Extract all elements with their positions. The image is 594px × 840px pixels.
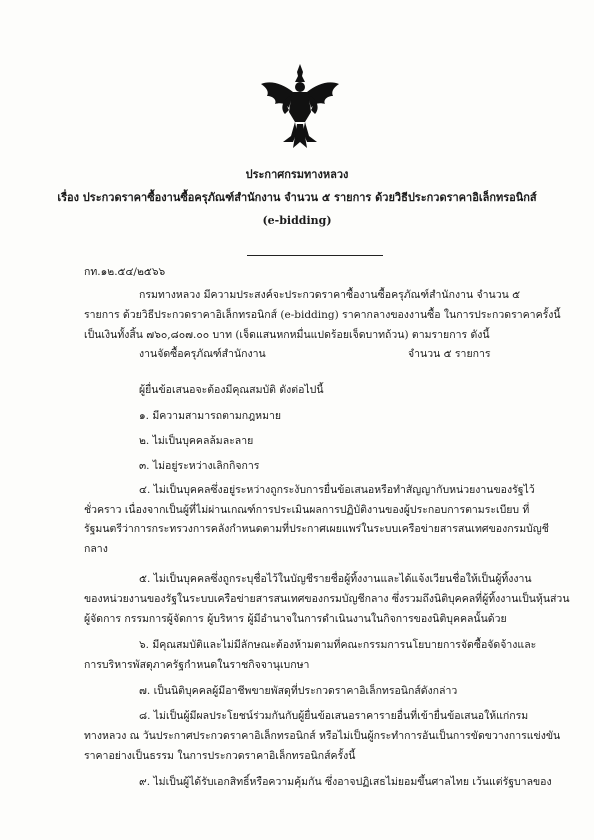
qualification-item: ๒. ไม่เป็นบุคคลล้มละลาย — [139, 435, 254, 447]
item-name: งานจัดซื้อครุภัณฑ์สำนักงาน — [139, 348, 266, 360]
qualification-line: ทางหลวง ณ วันประกาศประกวดราคาอิเล็กทรอนิกส์ หรือไม่เป็นผู้กระทำการอันเป็นการขัดขวางการแข่งขัน — [84, 730, 561, 742]
qualification-item: ๕. ไม่เป็นบุคคลซึ่งถูกระบุชื่อไว้ในบัญชีรายชื่อผู้ทิ้งงานและได้แจ้งเวียนชื่อให้เป็นผู้ทิ้งงาน — [139, 573, 532, 585]
qualification-line: ของหน่วยงานของรัฐในระบบเครือข่ายสารสนเทศของกรมบัญชีกลาง ซึ่งรวมถึงนิติบุคคลที่ผู้ทิ้งงานเป็นหุ้นส่วน — [84, 593, 570, 605]
qualification-line: ชั่วคราว เนื่องจากเป็นผู้ที่ไม่ผ่านเกณฑ์การประเมินผลการปฏิบัติงานของผู้ประกอบการตามระเบียบ ที่ — [84, 504, 530, 516]
qualifications-heading: ผู้ยื่นข้อเสนอจะต้องมีคุณสมบัติ ดังต่อไปนี้ — [139, 384, 324, 396]
intro-line: กรมทางหลวง มีความประสงค์จะประกวดราคาซื้องานซื้อครุภัณฑ์สำนักงาน จำนวน ๕ — [139, 289, 521, 301]
qualification-item: ๔. ไม่เป็นบุคคลซึ่งอยู่ระหว่างถูกระงับการยื่นข้อเสนอหรือทำสัญญากับหน่วยงานของรัฐไว้ — [139, 484, 535, 496]
qualification-item: ๗. เป็นนิติบุคคลผู้มีอาชีพขายพัสดุที่ประกวดราคาอิเล็กทรอนิกส์ดังกล่าว — [139, 685, 458, 697]
qualification-line: ราคาอย่างเป็นธรรม ในการประกวดราคาอิเล็กทรอนิกส์ครั้งนี้ — [84, 750, 356, 762]
qualification-item: ๓. ไม่อยู่ระหว่างเลิกกิจการ — [139, 460, 260, 472]
qualification-item: ๘. ไม่เป็นผู้มีผลประโยชน์ร่วมกันกับผู้ยื่นข้อเสนอราคารายอื่นที่เข้ายื่นข้อเสนอให้แก่กรม — [139, 710, 529, 722]
item-quantity: จำนวน ๕ รายการ — [408, 348, 491, 360]
qualification-item: ๙. ไม่เป็นผู้ได้รับเอกสิทธิ์หรือความคุ้มกัน ซึ่งอาจปฏิเสธไม่ยอมขึ้นศาลไทย เว้นแต่รัฐบาลของ — [139, 776, 552, 788]
document-subject: เรื่อง ประกวดราคาซื้องานซื้อครุภัณฑ์สำนักงาน จำนวน ๕ รายการ ด้วยวิธีประกวดราคาอิเล็กทรอนิกส์ — [57, 191, 537, 204]
intro-line: เป็นเงินทั้งสิ้น ๗๖๐,๘๐๗.๐๐ บาท (เจ็ดแสนหกหมื่นแปดร้อยเจ็ดบาทถ้วน) ตามรายการ ดังนี้ — [84, 329, 490, 341]
intro-line: รายการ ด้วยวิธีประกวดราคาอิเล็กทรอนิกส์ (e-bidding) ราคากลางของงานซื้อ ในการประกวดราคาครั้งนี้ — [84, 309, 561, 321]
document-subject-suffix: (e-bidding) — [262, 214, 332, 227]
qualification-line: กลาง — [84, 543, 108, 555]
garuda-emblem — [259, 62, 341, 150]
reference-number: กท.๑๒.๕๔/๒๕๖๖ — [84, 266, 166, 278]
title-divider — [247, 255, 383, 256]
qualification-item: ๖. มีคุณสมบัติและไม่มีลักษณะต้องห้ามตามที่คณะกรรมการนโยบายการจัดซื้อจัดจ้างและ — [139, 639, 537, 651]
qualification-item: ๑. มีความสามารถตามกฎหมาย — [139, 410, 282, 422]
qualification-line: รัฐมนตรีว่าการกระทรวงการคลังกำหนดตามที่ประกาศเผยแพร่ในระบบเครือข่ายสารสนเทศของกรมบัญชี — [84, 523, 549, 535]
qualification-line: การบริหารพัสดุภาครัฐกำหนดในราชกิจจานุเบกษา — [84, 659, 310, 671]
document-title: ประกาศกรมทางหลวง — [245, 168, 349, 181]
qualification-line: ผู้จัดการ กรรมการผู้จัดการ ผู้บริหาร ผู้มีอำนาจในการดำเนินงานในกิจการของนิติบุคคลนั้นด้วย — [84, 613, 507, 625]
